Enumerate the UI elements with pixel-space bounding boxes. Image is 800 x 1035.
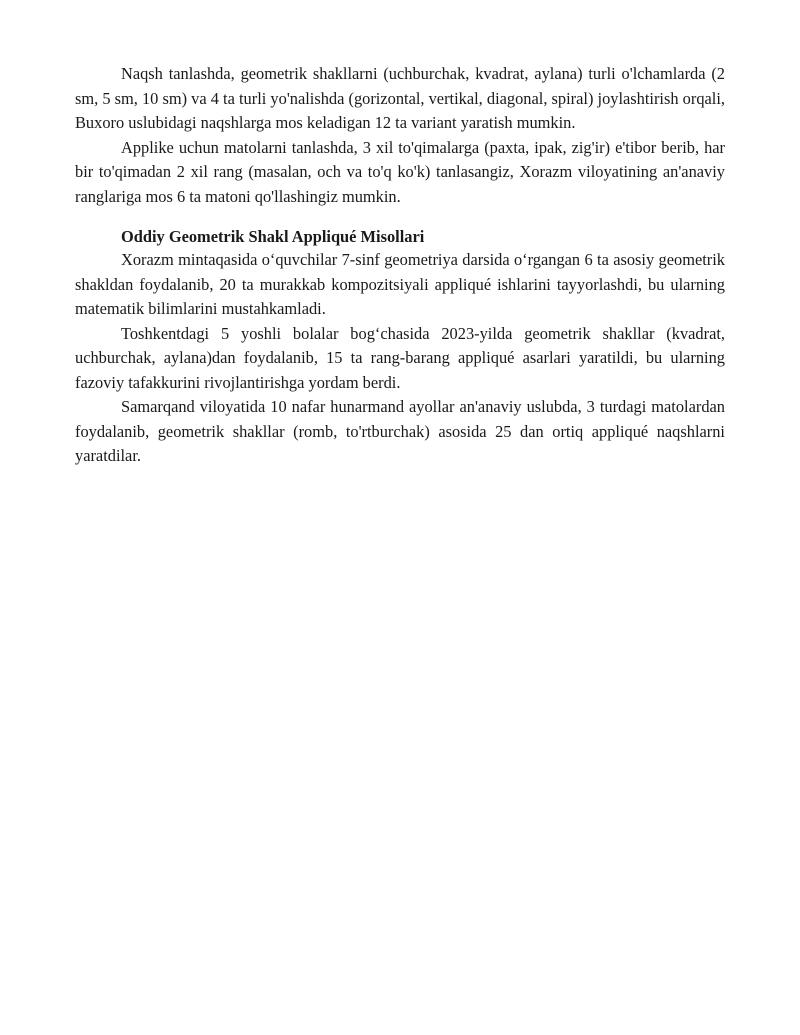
section-heading: Oddiy Geometrik Shakl Appliqué Misollari: [121, 227, 425, 246]
document-page: [75, 62, 725, 469]
paragraph-khorezm-example: Xorazm mintaqasida o‘quvchilar 7-sinf geometriya darsida o‘rgangan 6 ta asosiy geometrik shakldan foydalanib, 20 ta murakkab kompozitsiyali appliqué ishlarini tayyorlashdi, bu ularning matematik bilimlarini mustahkamladi.: [75, 250, 725, 318]
paragraph-tashkent-example: Toshkentdagi 5 yoshli bolalar bog‘chasida 2023-yilda geometrik shakllar (kvadrat, uchburchak, aylana)dan foydalanib, 15 ta rang-barang appliqué asarlari yaratildi, bu ularning fazoviy tafakkurini rivojlantirishga yordam berdi.: [75, 323, 725, 392]
paragraph-fabric-selection: Applike uchun matolarni tanlashda, 3 xil to'qimalarga (paxta, ipak, zig'ir) e'tibor berib, har bir to'qimadan 2 xil rang (masalan, och va to'q ko'k) tanlasangiz, Xorazm viloyatining an'anaviy ranglariga mos 6 ta matoni qo'llashingiz mumkin.: [75, 137, 725, 206]
paragraph-pattern-selection: Naqsh tanlashda, geometrik shakllarni (uchburchak, kvadrat, aylana) turli o'lchamlarda (2 sm, 5 sm, 10 sm) va 4 ta turli yo'nalishda (gorizontal, vertikal, diagonal, spiral) joylashtirish orqali, Buxoro uslubidagi naqshlarga mos keladigan 12 ta variant yaratish mumkin.: [75, 64, 725, 132]
paragraph-samarkand-example: Samarqand viloyatida 10 nafar hunarmand ayollar an'anaviy uslubda, 3 turdagi matolardan foydalanib, geometrik shakllar (romb, to'rtburchak) asosida 25 dan ortiq appliqué naqshlarni yaratdilar.: [75, 397, 725, 465]
